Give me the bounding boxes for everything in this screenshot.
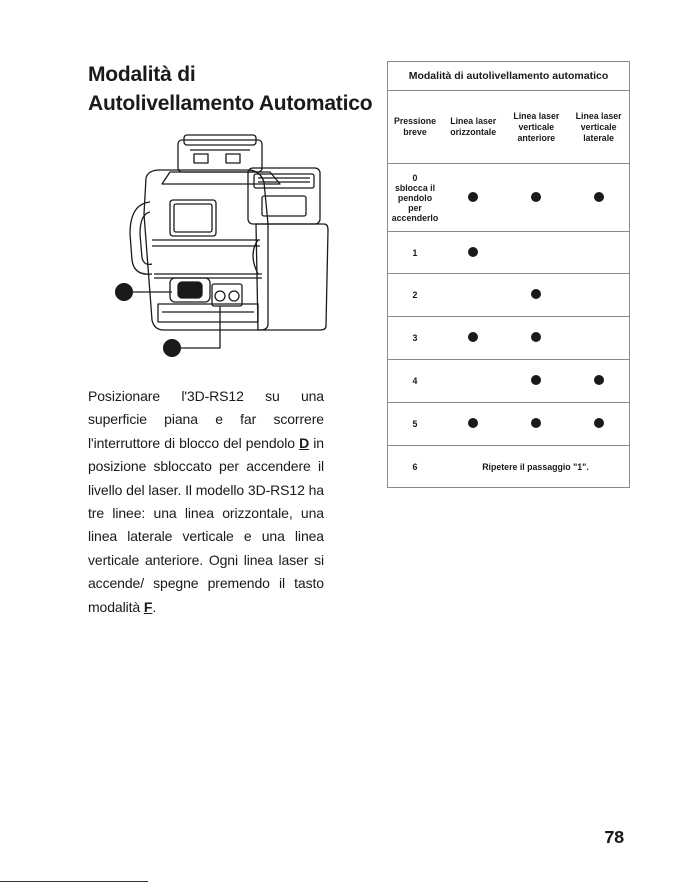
cell-side-vertical — [568, 164, 629, 232]
cell-horizontal — [442, 232, 504, 274]
row-press-count: 5 — [388, 403, 443, 446]
laser-level-illustration — [108, 134, 342, 364]
cell-front-vertical — [504, 164, 568, 232]
laser-on-dot-icon — [531, 192, 541, 202]
table-row — [388, 446, 630, 488]
cell-front-vertical — [504, 403, 568, 446]
callout-f-marker — [163, 339, 181, 357]
key-f-reference: F — [143, 598, 153, 615]
laser-on-dot-icon — [468, 332, 478, 342]
cell-front-vertical — [504, 360, 568, 403]
table-caption: Modalità di autolivellamento automatico — [388, 62, 630, 91]
laser-on-dot-icon — [531, 418, 541, 428]
table-row — [388, 164, 630, 232]
header-horizontal-line: Linea laser orizzontale — [442, 91, 504, 164]
cell-horizontal — [442, 360, 504, 403]
cell-side-vertical — [568, 274, 629, 317]
row-note: Ripetere il passaggio "1". — [442, 446, 630, 488]
self-leveling-modes-table — [387, 61, 630, 488]
cell-front-vertical — [504, 317, 568, 360]
instructions-part-2: in posizione sbloccato per accendere il livello del laser. Il modello 3D-RS12 ha tre linee: una linea orizzontale, una linea laterale verticale e una linea verticale anteriore. Ogni linea laser si accende/ spegne premendo il tasto modalità — [88, 434, 324, 615]
cell-side-vertical — [568, 360, 629, 403]
laser-on-dot-icon — [468, 247, 478, 257]
laser-on-dot-icon — [531, 375, 541, 385]
key-d-reference: D — [299, 434, 310, 451]
instructions-part-1: Posizionare l'3D-RS12 su una superficie piana e far scorrere l'interruttore di blocco del pendolo — [88, 388, 324, 451]
table-row — [388, 360, 630, 403]
cell-front-vertical — [504, 232, 568, 274]
laser-on-dot-icon — [468, 418, 478, 428]
cell-front-vertical — [504, 274, 568, 317]
cell-side-vertical — [568, 232, 629, 274]
row-press-count: 4 — [388, 360, 443, 403]
laser-on-dot-icon — [531, 332, 541, 342]
row-press-count: 1 — [388, 232, 443, 274]
table-row — [388, 274, 630, 317]
table-row — [388, 403, 630, 446]
laser-on-dot-icon — [594, 192, 604, 202]
title-line-2: Autolivellamento Automatico — [88, 92, 373, 115]
header-side-vertical-line: Linea laser verticale laterale — [568, 91, 629, 164]
cell-horizontal — [442, 274, 504, 317]
page-number: 78 — [604, 829, 624, 849]
cell-horizontal — [442, 317, 504, 360]
cell-horizontal — [442, 164, 504, 232]
cell-side-vertical — [568, 403, 629, 446]
laser-on-dot-icon — [594, 418, 604, 428]
instructions-part-3: . — [152, 598, 157, 615]
table-row — [388, 317, 630, 360]
table-row — [388, 232, 630, 274]
row-press-count: 0 sblocca il pendolo per accenderlo — [388, 164, 443, 232]
callout-d-marker — [115, 283, 133, 301]
laser-level-drawing — [108, 134, 342, 364]
header-front-vertical-line: Linea laser verticale anteriore — [504, 91, 568, 164]
row-press-count: 6 — [388, 446, 443, 488]
cell-horizontal — [442, 403, 504, 446]
title-line-1: Modalità di — [88, 63, 196, 86]
row-press-count: 3 — [388, 317, 443, 360]
page-title — [88, 60, 372, 118]
header-short-press: Pressione breve — [388, 91, 443, 164]
row-press-count: 2 — [388, 274, 443, 317]
table-body — [388, 164, 630, 488]
laser-on-dot-icon — [468, 192, 478, 202]
footer-rule — [0, 881, 148, 882]
cell-side-vertical — [568, 317, 629, 360]
laser-on-dot-icon — [594, 375, 604, 385]
instructions-paragraph — [88, 385, 324, 619]
laser-on-dot-icon — [531, 289, 541, 299]
